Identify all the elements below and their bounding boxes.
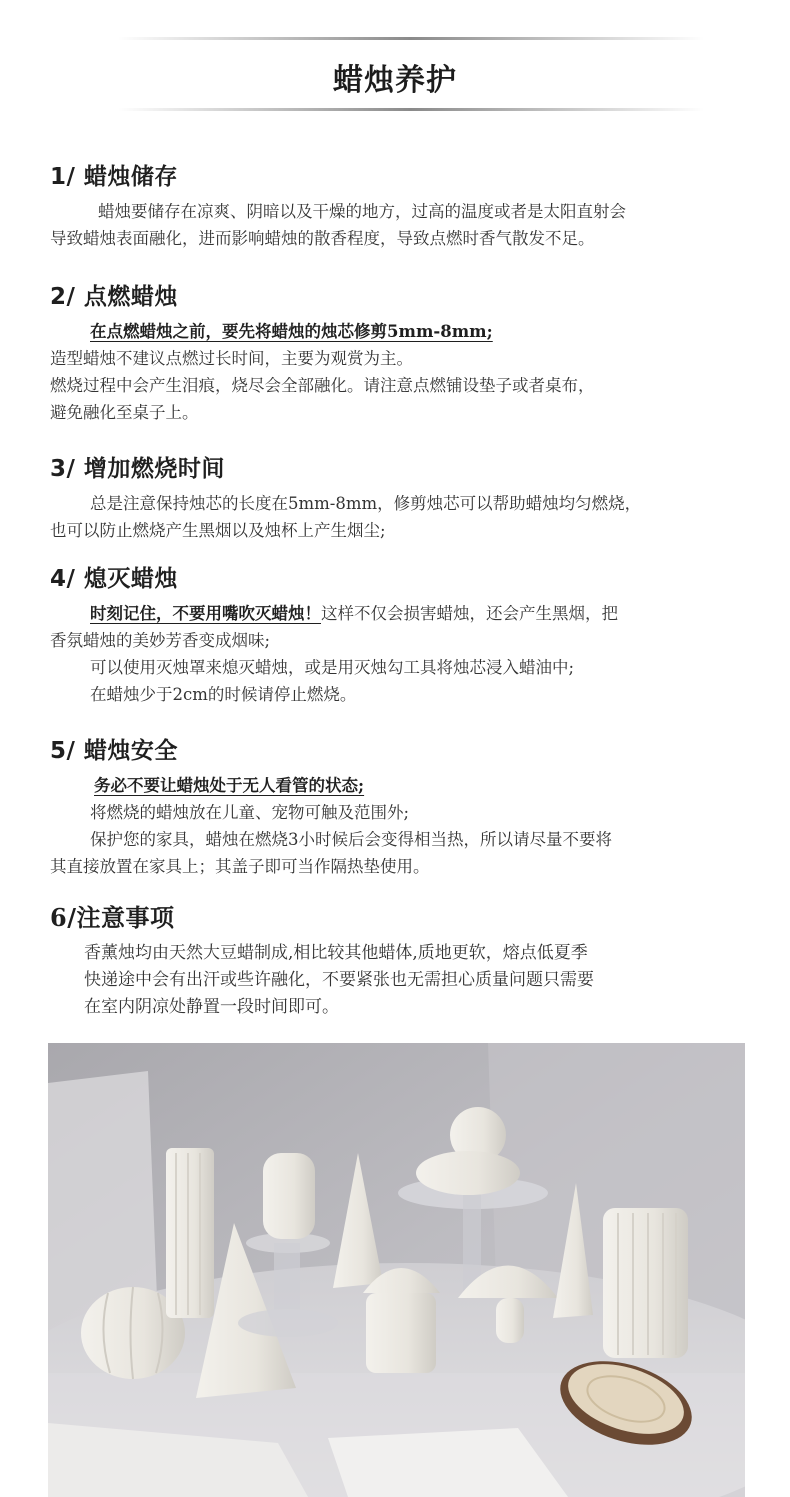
body-line: 也可以防止燃烧产生黑烟以及烛杯上产生烟尘; xyxy=(50,521,386,540)
section-heading: 6/注意事项 xyxy=(50,903,175,932)
page-title: 蜡烛养护 xyxy=(333,63,457,98)
section-burn-time xyxy=(50,450,755,544)
underlined-warning: 时刻记住，不要用嘴吹灭蜡烛！ xyxy=(90,604,321,623)
body-line: 保护您的家具，蜡烛在燃烧3小时候后会变得相当热，所以请尽量不要将 xyxy=(90,830,612,849)
body-line: 避免融化至桌子上。 xyxy=(50,403,199,422)
body-line xyxy=(50,772,755,799)
body-line: 造型蜡烛不建议点燃过长时间，主要为观赏为主。 xyxy=(50,349,413,368)
body-line: 导致蜡烛表面融化，进而影响蜡烛的散香程度，导致点燃时香气散发不足。 xyxy=(50,229,595,248)
section-heading: 2/ 点燃蜡烛 xyxy=(50,284,178,310)
section-extinguish xyxy=(50,560,755,708)
section-heading: 1/ 蜡烛储存 xyxy=(50,164,178,190)
body-line xyxy=(50,600,755,627)
body-line: 蜡烛要储存在凉爽、阴暗以及干燥的地方，过高的温度或者是太阳直射会 xyxy=(98,202,626,221)
body-line: 总是注意保持烛芯的长度在5mm-8mm，修剪烛芯可以帮助蜡烛均匀燃烧， xyxy=(90,494,642,513)
body-line: 可以使用灭烛罩来熄灭蜡烛，或是用灭烛勾工具将烛芯浸入蜡油中; xyxy=(90,658,575,677)
body-line: 在室内阴凉处静置一段时间即可。 xyxy=(84,997,339,1017)
section-lighting xyxy=(50,278,755,426)
candles-product-photo xyxy=(48,1043,745,1497)
body-line: 快递途中会有出汗或些许融化，不要紧张也无需担心质量问题只需要 xyxy=(84,970,594,990)
title-divider xyxy=(118,108,704,111)
section-notes xyxy=(50,898,755,1021)
underlined-warning: 在点燃蜡烛之前，要先将蜡烛的烛芯修剪5mm-8mm; xyxy=(90,322,493,341)
body-line: 香薰烛均由天然大豆蜡制成,相比较其他蜡体,质地更软，熔点低夏季 xyxy=(84,943,588,963)
body-line: 香氛蜡烛的美妙芳香变成烟味; xyxy=(50,631,271,650)
section-heading: 4/ 熄灭蜡烛 xyxy=(50,566,178,592)
top-divider xyxy=(118,37,704,40)
body-text: 这样不仅会损害蜡烛，还会产生黑烟，把 xyxy=(321,604,618,623)
section-safety xyxy=(50,732,755,880)
body-line xyxy=(50,318,755,345)
candles-illustration xyxy=(48,1043,745,1497)
underlined-warning: 务必不要让蜡烛处于无人看管的状态; xyxy=(94,776,365,795)
body-line: 将燃烧的蜡烛放在儿童、宠物可触及范围外; xyxy=(90,803,410,822)
section-heading: 3/ 增加燃烧时间 xyxy=(50,456,225,482)
body-line: 燃烧过程中会产生泪痕，烧尽会全部融化。请注意点燃铺设垫子或者桌布， xyxy=(50,376,595,395)
section-storage xyxy=(50,158,755,252)
body-line: 在蜡烛少于2cm的时候请停止燃烧。 xyxy=(90,685,357,704)
body-line: 其直接放置在家具上；其盖子即可当作隔热垫使用。 xyxy=(50,857,430,876)
section-heading: 5/ 蜡烛安全 xyxy=(50,738,178,764)
